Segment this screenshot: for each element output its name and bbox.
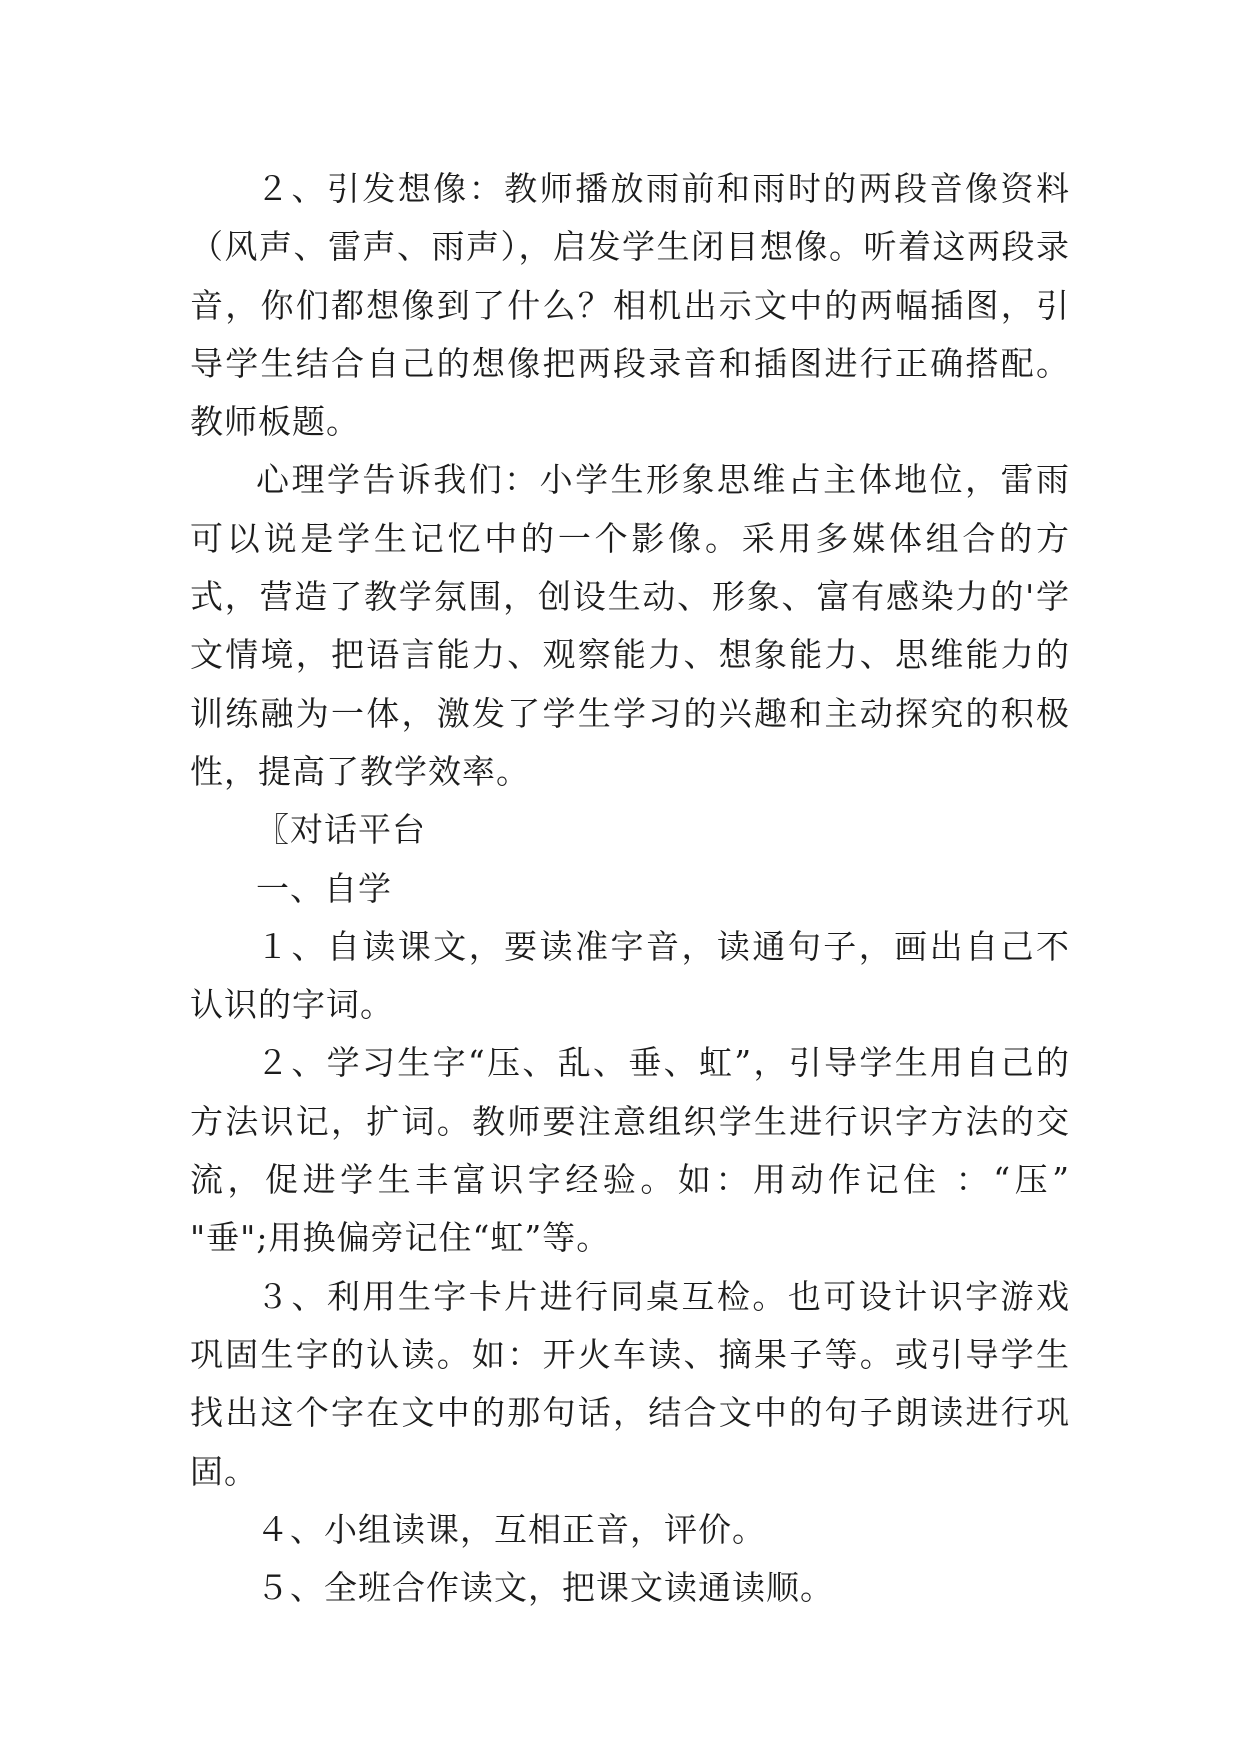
paragraph-psychology: 心理学告诉我们：小学生形象思维占主体地位，雷雨可以说是学生记忆中的一个影像。采用多媒体组合的方式，营造了教学氛围，创设生动、形象、富有感染力的'学文情境，把语言能力、观察能力、想象能力、思维能力的训练融为一体，激发了学生学习的兴趣和主动探究的积极性，提高了教学效率。 bbox=[190, 460, 1070, 791]
document-body bbox=[190, 160, 1070, 1617]
section-heading-dialogue-platform: 〖对话平台 bbox=[256, 810, 426, 850]
list-item-4: ４、小组读课，互相正音，评价。 bbox=[256, 1509, 766, 1549]
paragraph-imagination: ２、引发想像：教师播放雨前和雨时的两段音像资料（风声、雷声、雨声），启发学生闭目想像。听着这两段录音，你们都想像到了什么？相机出示文中的两幅插图，引导学生结合自己的想像把两段录音和插图进行正确搭配。教师板题。 bbox=[190, 169, 1070, 442]
section-heading-self-study: 一、自学 bbox=[256, 868, 392, 908]
list-item-2: ２、学习生字“压、乱、垂、虹”，引导学生用自己的方法识记，扩词。教师要注意组织学生进行识字方法的交流，促进学生丰富识字经验。如：用动作记住 ：“压” "垂";用换偏旁记住“虹”等。 bbox=[190, 1043, 1070, 1258]
list-item-1: １、自读课文，要读准字音，读通句子，画出自己不认识的字词。 bbox=[190, 926, 1070, 1025]
list-item-3: ３、利用生字卡片进行同桌互检。也可设计识字游戏巩固生字的认读。如：开火车读、摘果子等。或引导学生找出这个字在文中的那句话，结合文中的句子朗读进行巩固。 bbox=[190, 1276, 1070, 1491]
list-item-5: ５、全班合作读文，把课文读通读顺。 bbox=[256, 1568, 834, 1608]
